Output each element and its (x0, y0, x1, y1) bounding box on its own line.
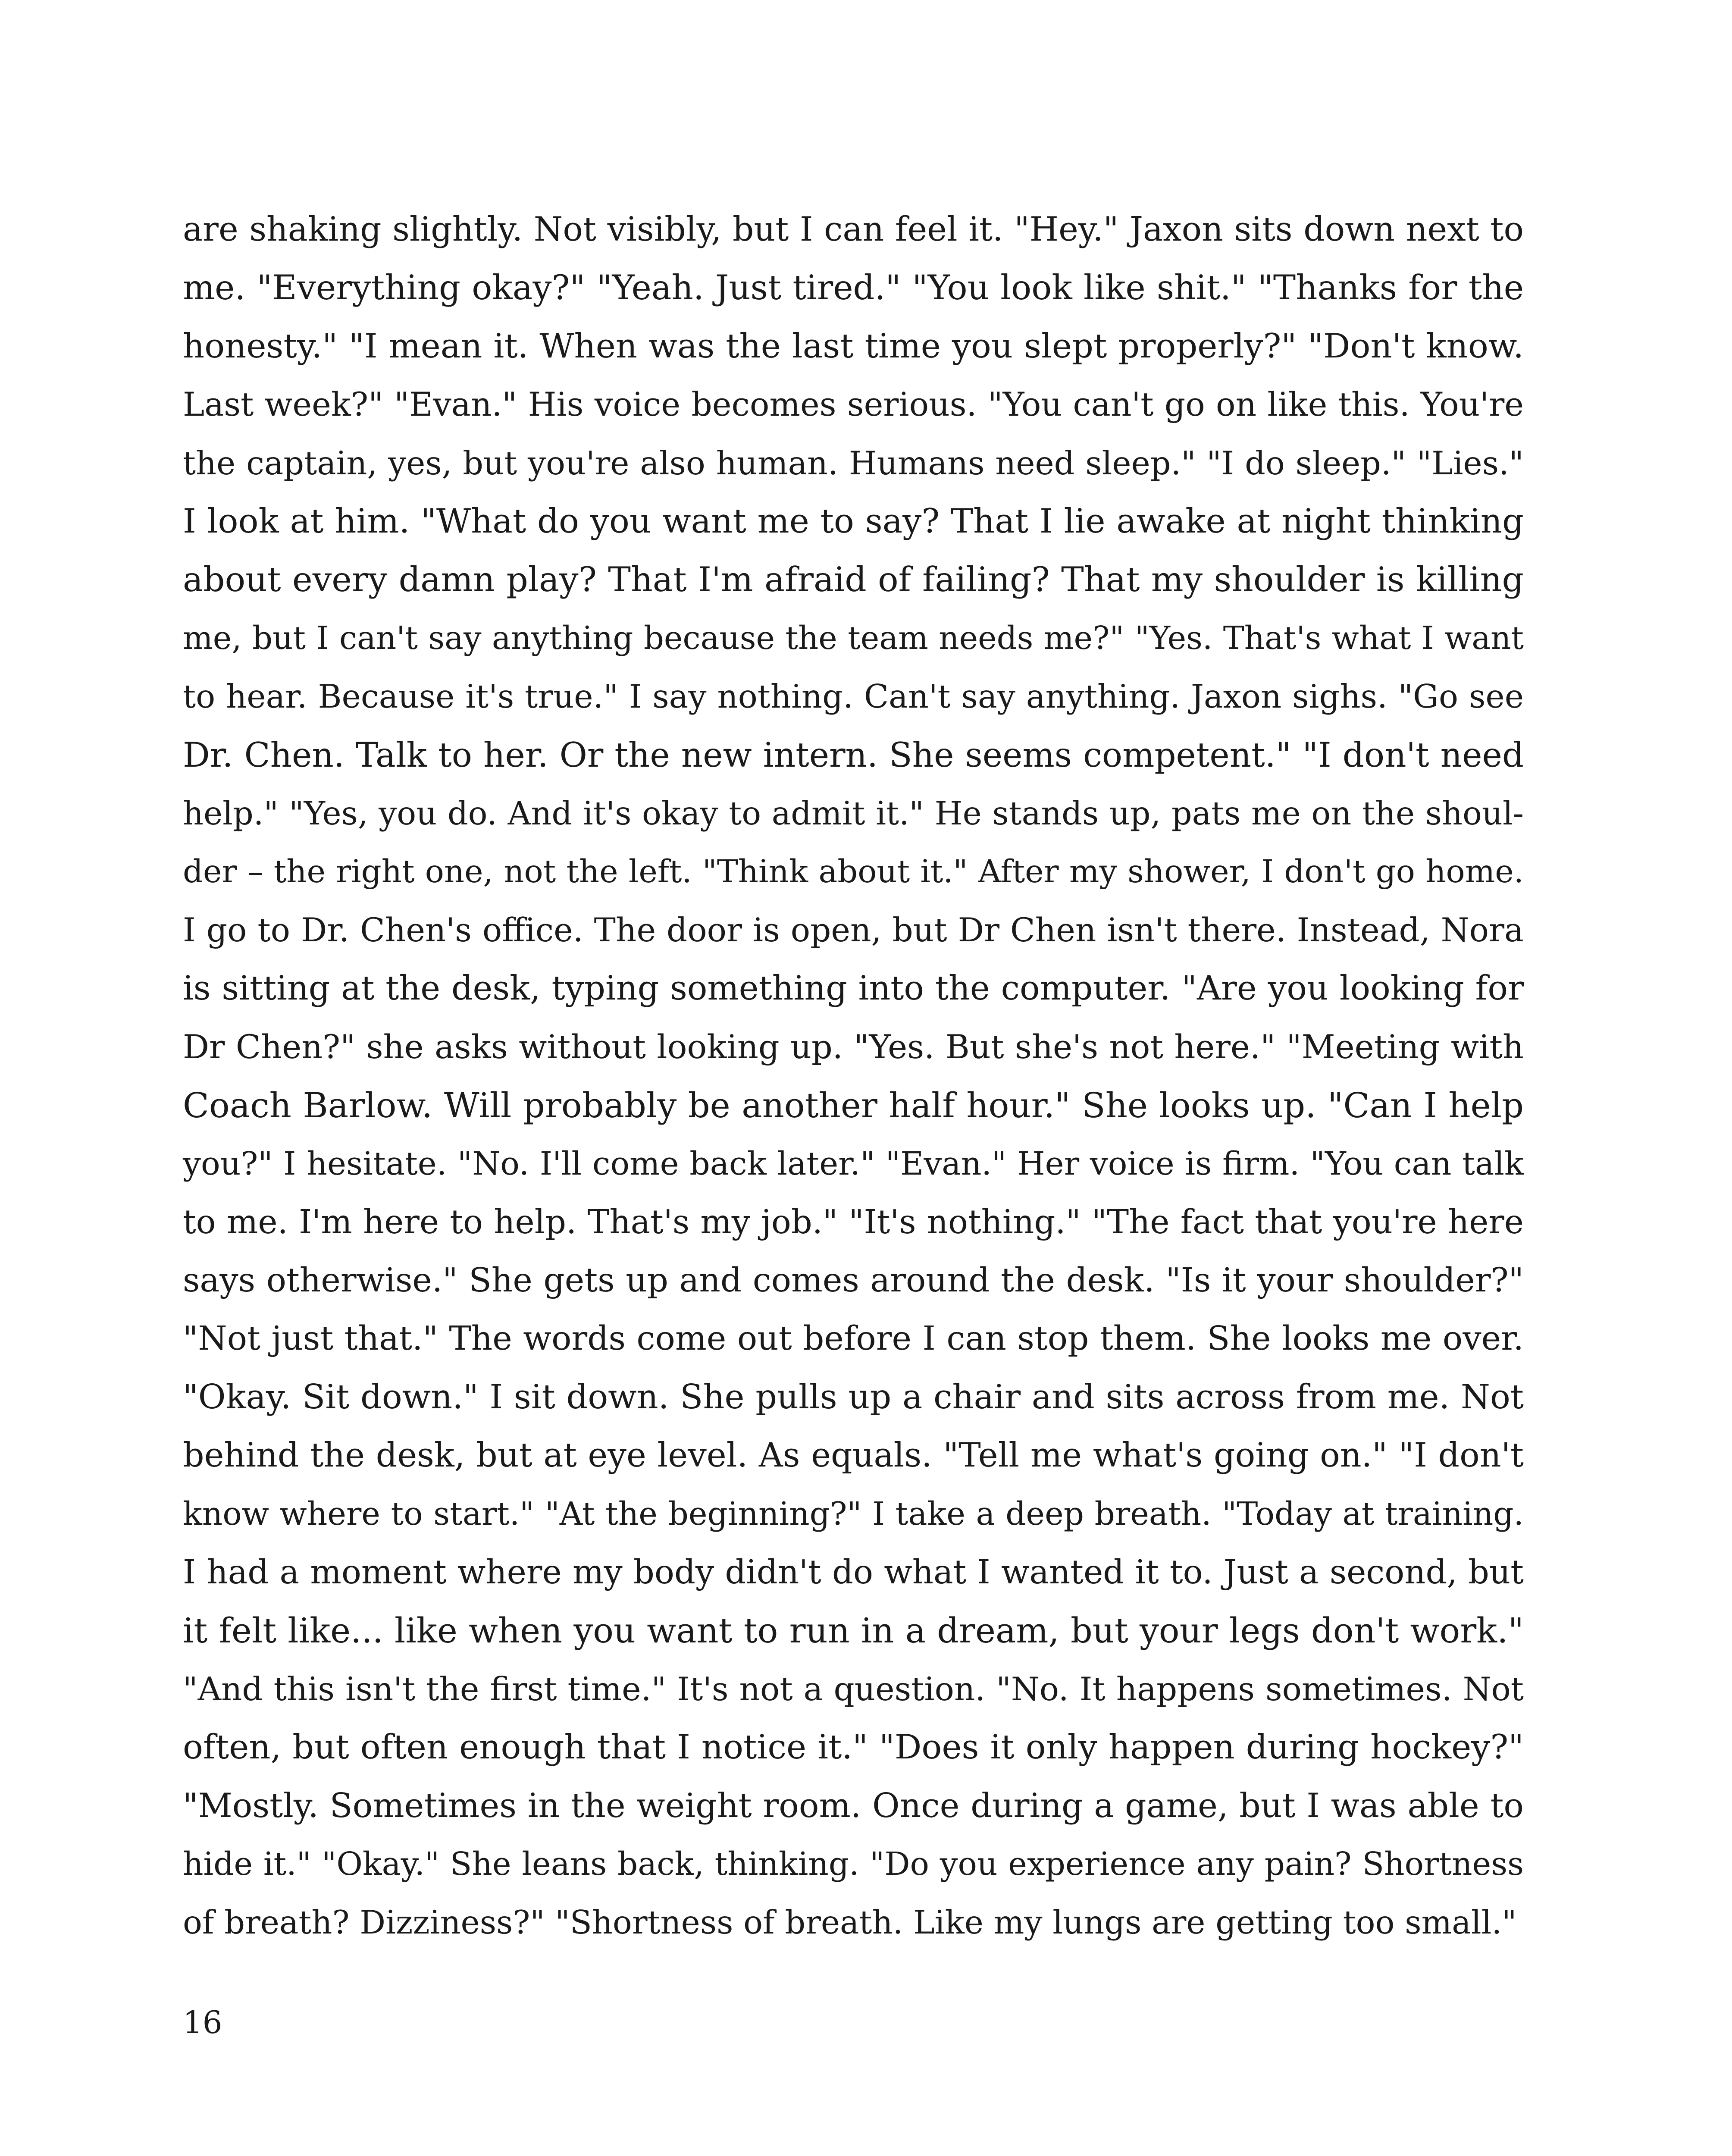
text-line: of breath? Dizziness?" "Shortness of breath. Like my lungs are getting too small." (183, 1904, 1517, 1942)
text-line: is sitting at the desk, typing something into the computer. "Are you looking for (183, 969, 1524, 1008)
text-line: you?" I hesitate. "No. I'll come back later." "Evan." Her voice is firm. "You can talk (183, 1145, 1524, 1183)
text-line: about every damn play? That I'm afraid of failing? That my shoulder is killing (183, 560, 1524, 600)
text-line: know where to start." "At the beginning?" I take a deep breath. "Today at training. (183, 1495, 1524, 1532)
text-line: Last week?" "Evan." His voice becomes serious. "You can't go on like this. You're (183, 385, 1524, 424)
text-line: "Not just that." The words come out before I can stop them. She looks me over. (183, 1319, 1524, 1358)
text-line: behind the desk, but at eye level. As equals. "Tell me what's going on." "I don't (183, 1436, 1524, 1475)
text-line: says otherwise." She gets up and comes around the desk. "Is it your shoulder?" (183, 1261, 1524, 1300)
text-line: me, but I can't say anything because the team needs me?" "Yes. That's what I want (183, 620, 1524, 657)
text-line: "Mostly. Sometimes in the weight room. Once during a game, but I was able to (183, 1786, 1524, 1825)
text-line: I go to Dr. Chen's office. The door is open, but Dr Chen isn't there. Instead, Nora (183, 911, 1524, 949)
text-line: it felt like... like when you want to run in a dream, but your legs don't work." (183, 1611, 1524, 1651)
text-line: Dr Chen?" she asks without looking up. "Yes. But she's not here." "Meeting with (183, 1028, 1524, 1066)
text-line: Dr. Chen. Talk to her. Or the new intern. She seems competent." "I don't need (183, 735, 1524, 775)
text-line: hide it." "Okay." She leans back, thinking. "Do you experience any pain? Shortness (183, 1845, 1524, 1883)
text-line: the captain, yes, but you're also human. Humans need sleep." "I do sleep." "Lies." (183, 444, 1524, 482)
body-text (183, 201, 1524, 1952)
text-line: Coach Barlow. Will probably be another half hour." She looks up. "Can I help (183, 1085, 1524, 1125)
text-line: to hear. Because it's true." I say nothing. Can't say anything. Jaxon sighs. "Go see (183, 678, 1524, 716)
text-line: I look at him. "What do you want me to say? That I lie awake at night thinking (183, 501, 1524, 541)
text-line: I had a moment where my body didn't do what I wanted it to. Just a second, but (183, 1553, 1524, 1592)
text-line: "Okay. Sit down." I sit down. She pulls up a chair and sits across from me. Not (183, 1377, 1524, 1416)
text-line: der – the right one, not the left. "Think about it." After my shower, I don't go home. (183, 853, 1524, 890)
text-line: are shaking slightly. Not visibly, but I can feel it. "Hey." Jaxon sits down next to (183, 210, 1524, 249)
text-line: "And this isn't the first time." It's not a question. "No. It happens sometimes. Not (183, 1670, 1524, 1708)
text-line: often, but often enough that I notice it." "Does it only happen during hockey?" (183, 1728, 1524, 1767)
text-line: to me. I'm here to help. That's my job." "It's nothing." "The fact that you're here (183, 1203, 1524, 1241)
text-line: honesty." "I mean it. When was the last time you slept properly?" "Don't know. (183, 326, 1524, 366)
text-line: help." "Yes, you do. And it's okay to admit it." He stands up, pats me on the shoul- (183, 794, 1524, 832)
page-number: 16 (183, 2004, 222, 2040)
text-line: me. "Everything okay?" "Yeah. Just tired." "You look like shit." "Thanks for the (183, 268, 1524, 308)
